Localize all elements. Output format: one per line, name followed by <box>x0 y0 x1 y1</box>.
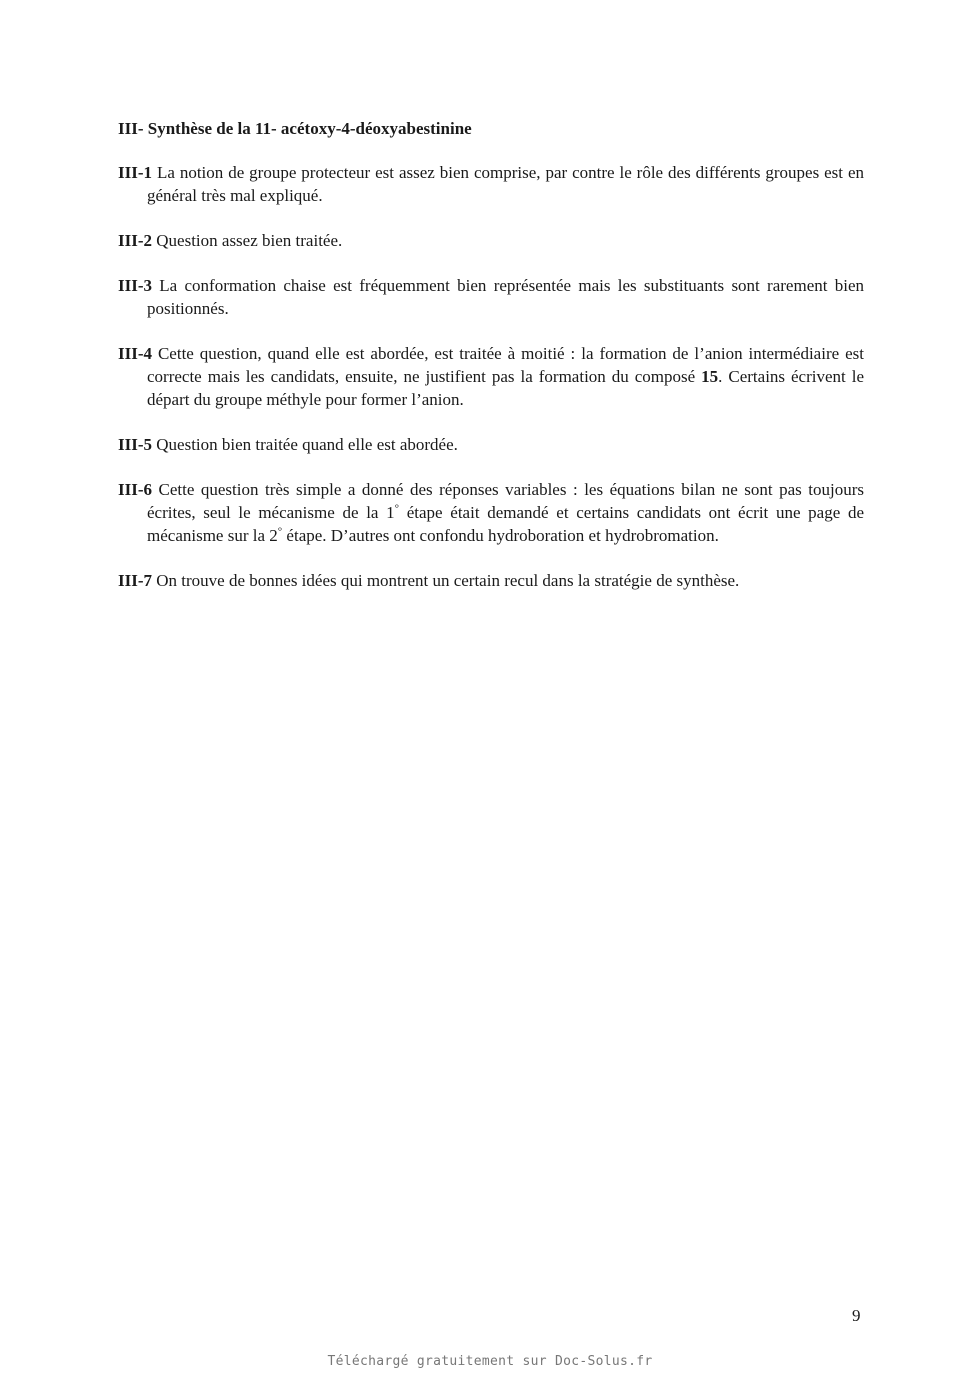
item-III-3 <box>118 274 864 320</box>
section-title: III- Synthèse de la 11- acétoxy-4-déoxyabestinine <box>118 119 472 138</box>
item-text: La conformation chaise est fréquemment bien représentée mais les substituants sont rarement bien positionnés. <box>147 276 865 318</box>
degree-superscript: ° <box>277 525 283 538</box>
item-III-2 <box>118 229 864 252</box>
item-III-4 <box>118 342 864 411</box>
item-number: III-2 <box>118 231 153 250</box>
item-text: Question bien traitée quand elle est abordée. <box>156 435 458 454</box>
item-text: étape. D’autres ont confondu hydroboration et hydrobromation. <box>282 526 719 545</box>
item-III-1 <box>118 161 864 207</box>
degree-superscript: ° <box>394 502 400 515</box>
page-content <box>118 117 864 614</box>
item-text: On trouve de bonnes idées qui montrent un certain recul dans la stratégie de synthèse. <box>156 571 740 590</box>
item-III-7 <box>118 569 864 592</box>
compound-number: 15 <box>701 367 719 386</box>
item-number: III-4 <box>118 344 153 363</box>
item-text: Cette question, quand elle est abordée, est traitée à moitié : la formation de l’anion intermédiaire est correcte mais les candidats, ensuite, ne justifient pas la formation du composé <box>147 344 864 386</box>
item-text: La notion de groupe protecteur est assez bien comprise, par contre le rôle des différents groupes est en général très mal expliqué. <box>147 163 864 205</box>
item-number: III-1 <box>118 163 153 182</box>
page-number: 9 <box>852 1306 861 1325</box>
item-text: . Certains écrivent le départ du groupe méthyle pour former l’anion. <box>147 367 864 409</box>
download-footer: Téléchargé gratuitement sur Doc-Solus.fr <box>327 1354 653 1369</box>
item-number: III-7 <box>118 571 153 590</box>
item-text: Question assez bien traitée. <box>156 231 343 250</box>
item-number: III-5 <box>118 435 153 454</box>
item-number: III-3 <box>118 276 153 295</box>
item-number: III-6 <box>118 480 153 499</box>
item-text: Cette question très simple a donné des réponses variables : les équations bilan ne sont pas toujours écrites, seul le mécanisme de la 1 <box>147 480 864 522</box>
item-text: étape était demandé et certains candidats ont écrit une page de mécanisme sur la 2 <box>147 503 864 545</box>
item-III-6 <box>118 478 864 547</box>
item-III-5 <box>118 433 864 456</box>
